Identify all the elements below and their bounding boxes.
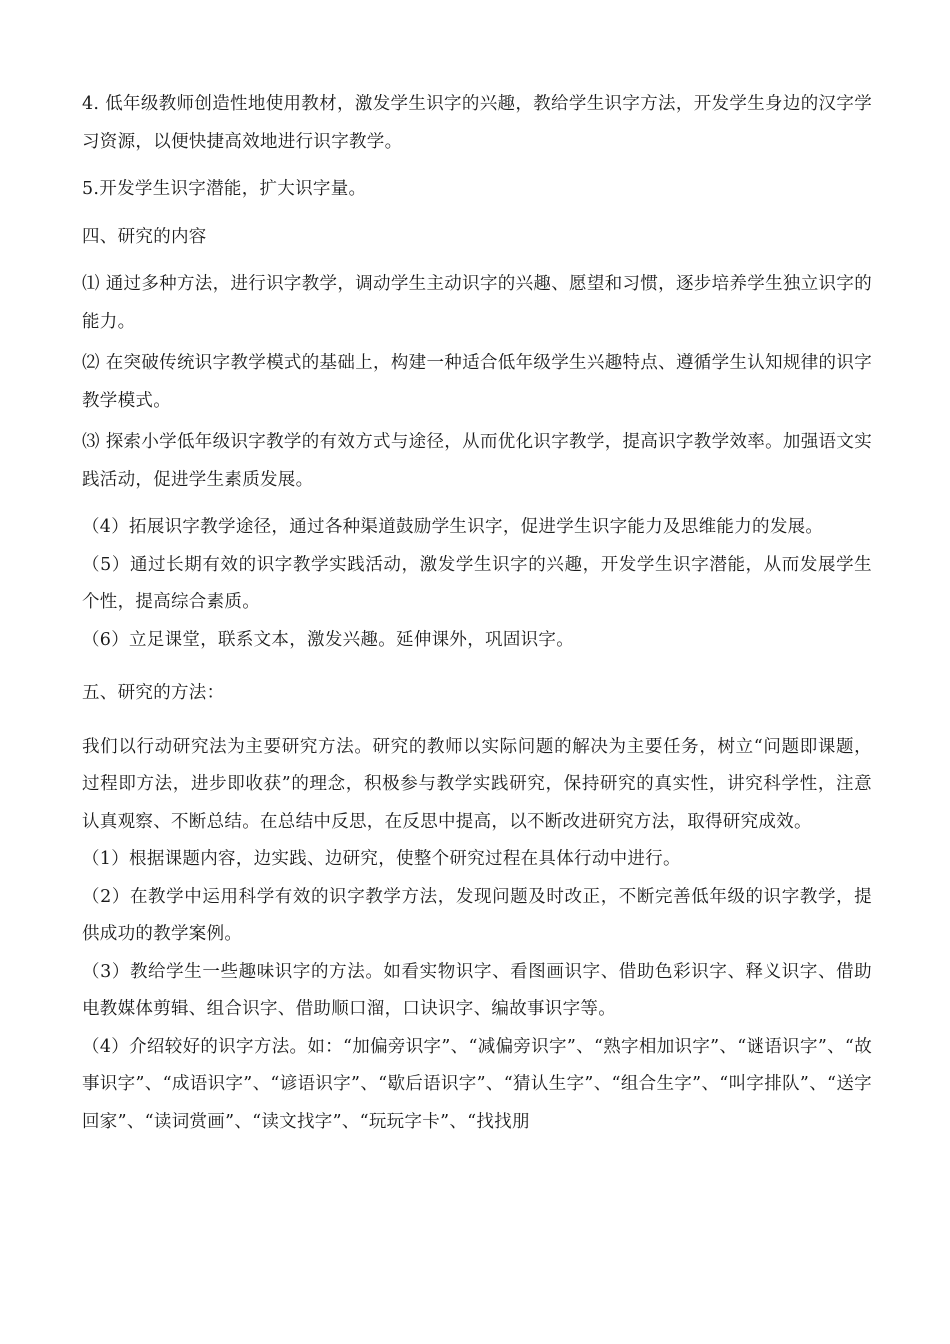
paragraph-goal-4: 4. 低年级教师创造性地使用教材，激发学生识字的兴趣，教给学生识字方法，开发学生身边的汉字学习资源，以便快捷高效地进行识字教学。 xyxy=(82,94,872,152)
paragraph-method-1: （1）根据课题内容，边实践、边研究，使整个研究过程在具体行动中进行。 xyxy=(82,849,681,869)
paragraph-content-6: （6）立足课堂，联系文本，激发兴趣。延伸课外，巩固识字。 xyxy=(82,629,575,650)
document-page xyxy=(82,86,872,1141)
paragraph-content-2: ⑵ 在突破传统识字教学模式的基础上，构建一种适合低年级学生兴趣特点、遵循学生认知规律的识字教学模式。 xyxy=(82,353,872,411)
paragraph-goal-5: 5.开发学生识字潜能，扩大识字量。 xyxy=(82,179,367,199)
paragraph-content-3: ⑶ 探索小学低年级识字教学的有效方式与途径，从而优化识字教学，提高识字教学效率。加强语文实践活动，促进学生素质发展。 xyxy=(82,432,872,490)
paragraph-content-1: ⑴ 通过多种方法，进行识字教学，调动学生主动识字的兴趣、愿望和习惯，逐步培养学生独立识字的能力。 xyxy=(82,274,872,332)
paragraph-method-4: （4）介绍较好的识字方法。如：“加偏旁识字”、“减偏旁识字”、“熟字相加识字”、“谜语识字”、“故事识字”、“成语识字”、“谚语识字”、“歇后语识字”、“猜认生字”、“组合生字”、“叫字排队”、“送字回家”、“读词赏画”、“读文找字”、“玩玩字卡”、“找找朋 xyxy=(82,1036,872,1132)
paragraph-method-intro: 我们以行动研究法为主要研究方法。研究的教师以实际问题的解决为主要任务，树立“问题即课题，过程即方法，进步即收获”的理念，积极参与教学实践研究，保持研究的真实性，讲究科学性，注意认真观察、不断总结。在总结中反思，在反思中提高，以不断改进研究方法，取得研究成效。 xyxy=(82,736,872,832)
section-heading-research-content: 四、研究的内容 xyxy=(82,226,207,247)
section-heading-research-method: 五、研究的方法： xyxy=(82,683,225,703)
paragraph-method-2: （2）在教学中运用科学有效的识字教学方法，发现问题及时改正，不断完善低年级的识字教学，提供成功的教学案例。 xyxy=(82,886,872,944)
paragraph-method-3: （3）教给学生一些趣味识字的方法。如看实物识字、看图画识字、借助色彩识字、释义识字、借助电教媒体剪辑、组合识字、借助顺口溜，口诀识字、编故事识字等。 xyxy=(82,961,872,1019)
paragraph-content-4: （4）拓展识字教学途径，通过各种渠道鼓励学生识字，促进学生识字能力及思维能力的发展。 xyxy=(82,517,824,537)
paragraph-content-5: （5）通过长期有效的识字教学实践活动，激发学生识字的兴趣，开发学生识字潜能，从而发展学生个性，提高综合素质。 xyxy=(82,554,872,612)
